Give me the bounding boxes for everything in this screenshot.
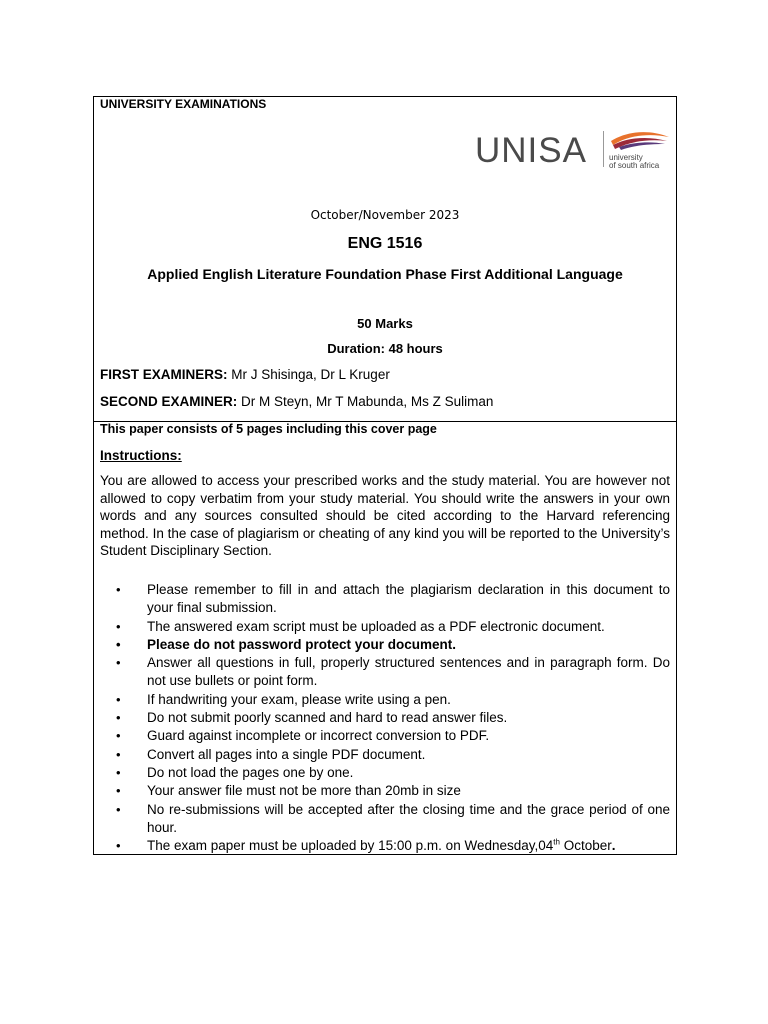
list-item-text: The answered exam script must be uploaded as a PDF electronic document.	[147, 618, 605, 634]
list-item-text: Answer all questions in full, properly structured sentences and in paragraph form. Do not use bullets or point form.	[147, 655, 670, 689]
deadline-text: The exam paper must be uploaded by 15:00 p.m. on Wednesday,04	[147, 838, 554, 854]
deadline-ordinal: th	[553, 837, 560, 847]
bullet-icon: •	[116, 636, 121, 652]
list-item	[100, 837, 670, 855]
second-examiner	[100, 394, 493, 409]
total-marks: 50 Marks	[357, 316, 413, 331]
course-title: Applied English Literature Foundation Phase First Additional Language	[147, 266, 623, 282]
bullet-icon: •	[116, 655, 121, 671]
list-item-text: Please do not password protect your document.	[147, 636, 457, 652]
instructions-list	[100, 581, 670, 855]
unisa-logo	[475, 129, 671, 171]
course-code: ENG 1516	[347, 235, 423, 252]
list-item	[100, 764, 670, 782]
logo-divider	[603, 131, 604, 167]
deadline-month: October	[559, 838, 612, 854]
list-item-text: Your answer file must not be more than 20mb in size	[147, 783, 461, 799]
list-item-text: Convert all pages into a single PDF document.	[147, 746, 426, 762]
pages-note: This paper consists of 5 pages including this cover page	[100, 422, 437, 436]
logo-swoosh-icon	[609, 129, 671, 151]
bullet-icon: •	[116, 691, 121, 707]
second-examiner-names: Dr M Steyn, Mr T Mabunda, Ms Z Suliman	[237, 394, 494, 409]
list-item	[100, 746, 670, 764]
logo-sub-line2: of south africa	[609, 161, 660, 170]
list-item-text: Please remember to fill in and attach the plagiarism declaration in this document to your final submission.	[147, 582, 670, 616]
list-item	[100, 636, 670, 654]
bullet-icon: •	[116, 582, 121, 597]
bullet-icon: •	[116, 618, 121, 634]
exam-date: October/November 2023	[310, 208, 460, 222]
list-item	[100, 581, 670, 618]
logo-sub-line1: university	[609, 153, 643, 162]
bullet-icon: •	[116, 783, 121, 799]
cover-page-box	[93, 96, 677, 855]
list-item-text: No re-submissions will be accepted after the closing time and the grace period of one hour.	[147, 801, 670, 835]
instructions-heading: Instructions:	[100, 448, 182, 463]
logo-subtitle	[609, 154, 659, 170]
list-item	[100, 691, 670, 709]
deadline-period: .	[611, 838, 616, 854]
instructions-intro: You are allowed to access your prescribed works and the study material. You are however not allowed to copy verbatim from your study material. You should write the answers in your own words and any sources consulted should be cited according to the Harvard referencing method. In the case of plagiarism or cheating of any kind you will be reported to the University’s Student Disciplinary Section.	[100, 473, 670, 559]
exam-duration: Duration: 48 hours	[327, 341, 443, 356]
list-item-text: Do not load the pages one by one.	[147, 764, 354, 780]
bullet-icon: •	[116, 746, 121, 762]
list-item	[100, 727, 670, 745]
bullet-icon: •	[116, 764, 121, 780]
first-examiners-names: Mr J Shisinga, Dr L Kruger	[227, 367, 390, 382]
list-item	[100, 709, 670, 727]
first-examiners	[100, 367, 390, 382]
bullet-icon: •	[116, 728, 121, 744]
list-item	[100, 618, 670, 636]
list-item	[100, 782, 670, 800]
list-item-text: Do not submit poorly scanned and hard to read answer files.	[147, 710, 508, 726]
bullet-icon: •	[116, 801, 121, 817]
list-item	[100, 801, 670, 838]
first-examiners-label: FIRST EXAMINERS:	[100, 367, 228, 382]
logo-wordmark: UNISA	[475, 131, 587, 170]
list-item-text: Guard against incomplete or incorrect conversion to PDF.	[147, 728, 490, 744]
bullet-icon: •	[116, 838, 121, 854]
exam-type-label: UNIVERSITY EXAMINATIONS	[100, 97, 267, 111]
list-item-text: If handwriting your exam, please write using a pen.	[147, 691, 451, 707]
bullet-icon: •	[116, 710, 121, 726]
list-item	[100, 654, 670, 691]
second-examiner-label: SECOND EXAMINER:	[100, 394, 238, 409]
